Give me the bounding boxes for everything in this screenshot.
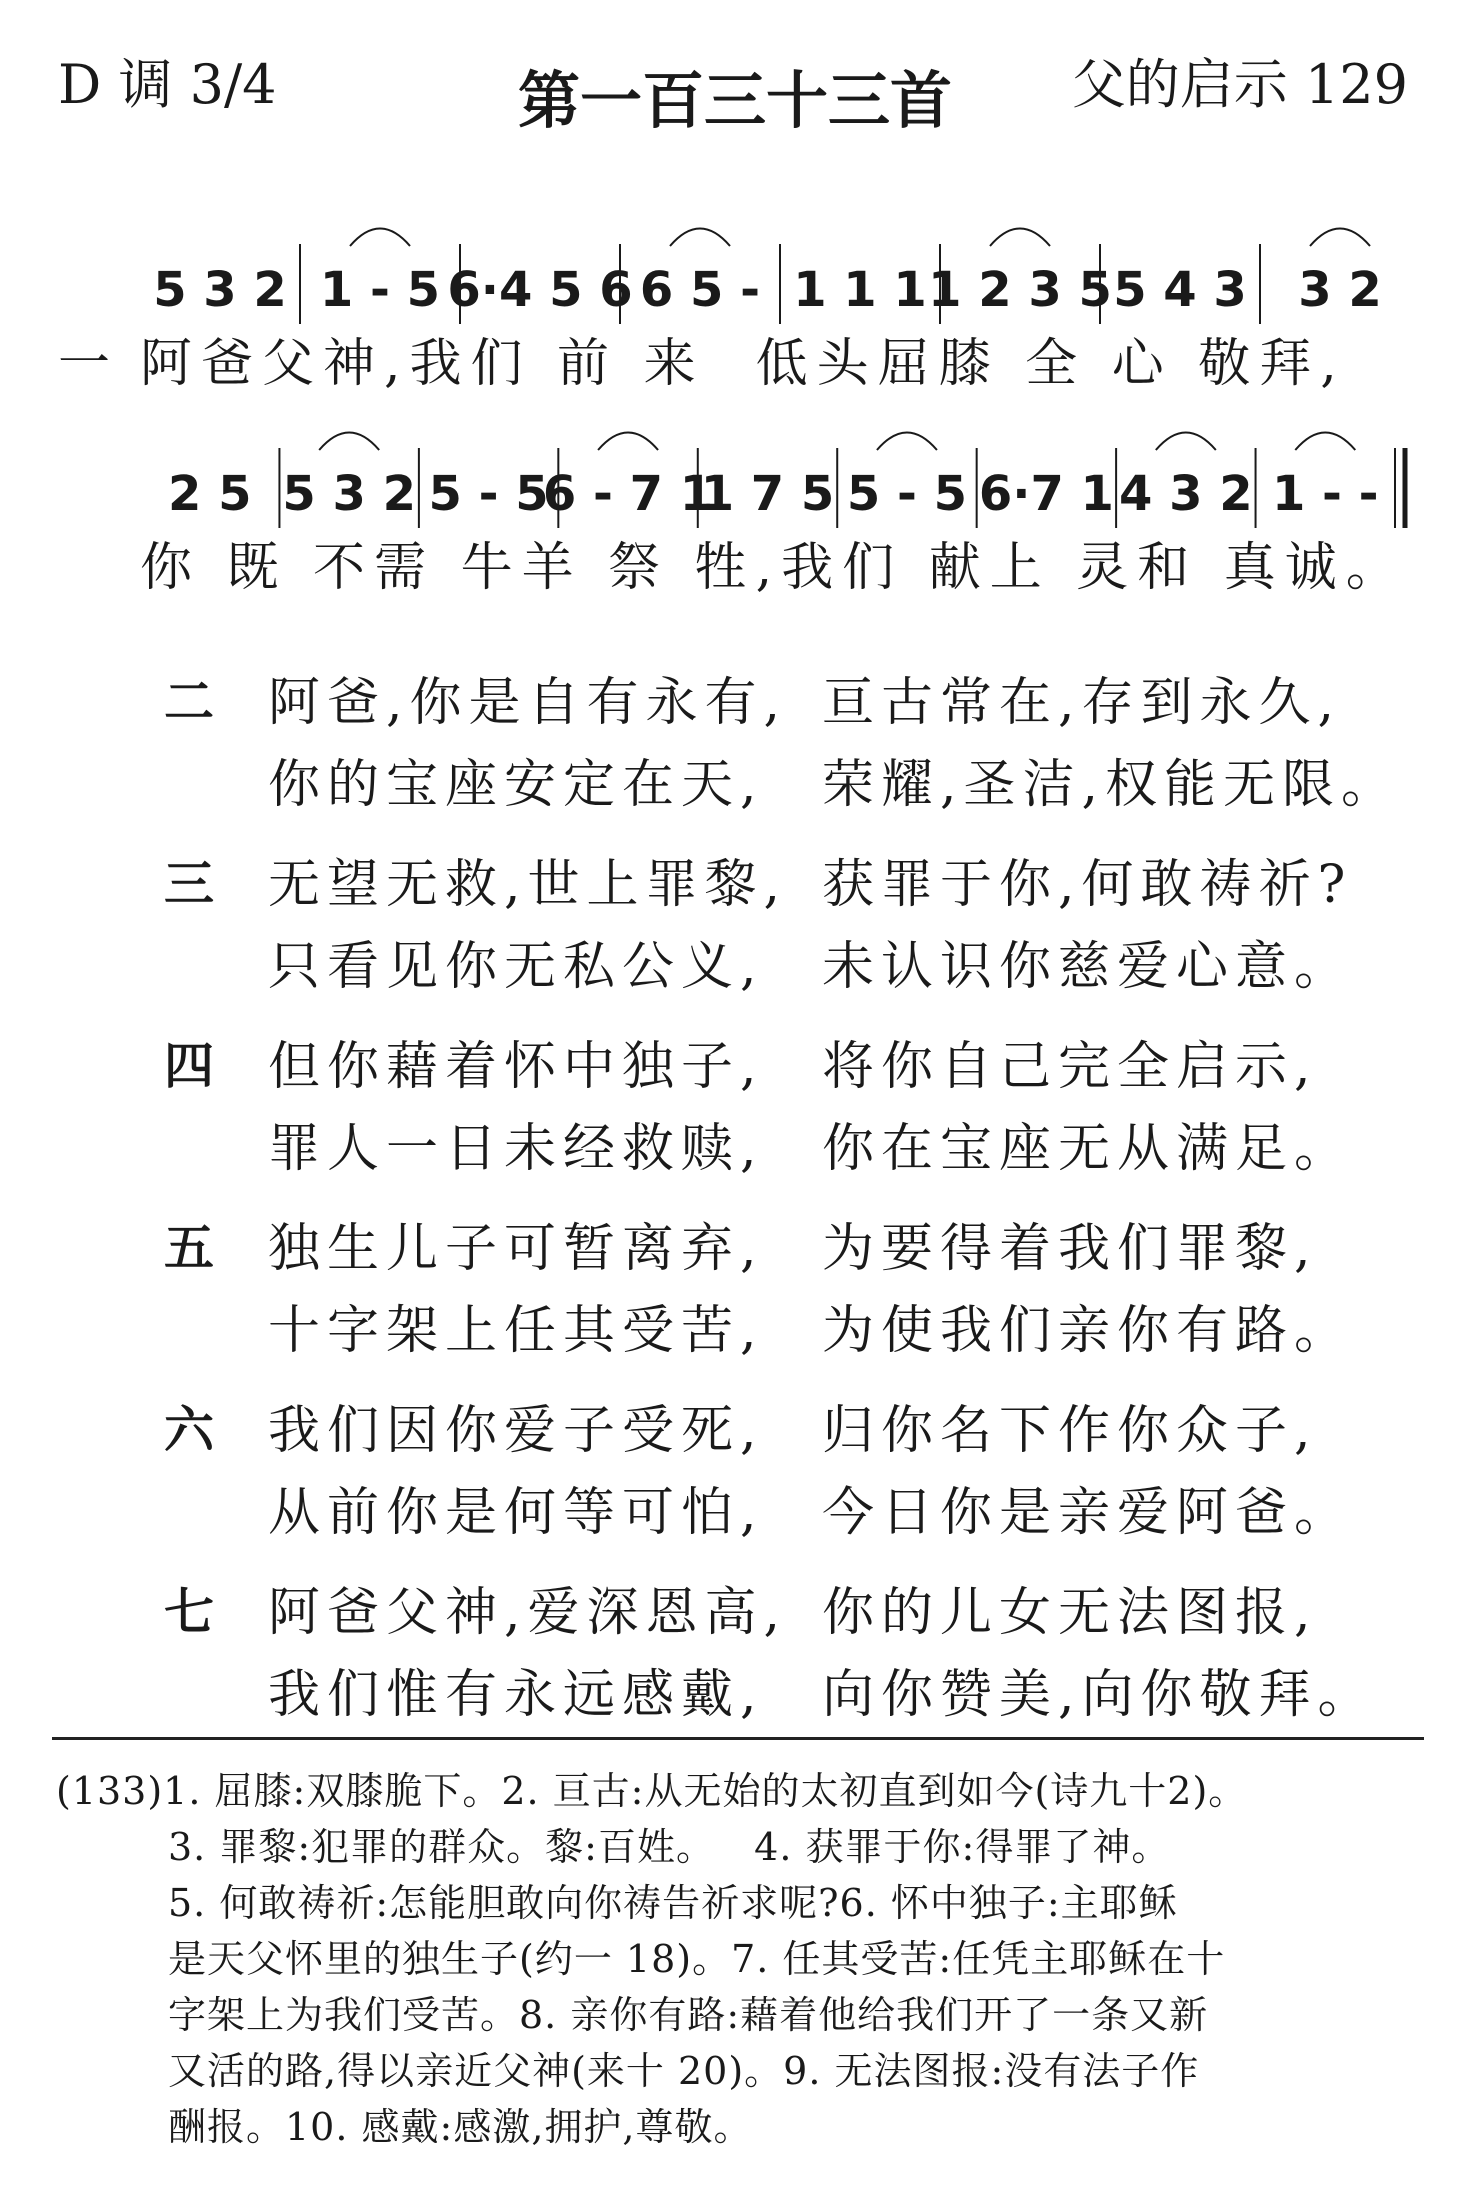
system2-slur-6 <box>877 433 937 451</box>
system2-measure-2: 5 3 2 <box>282 466 416 522</box>
verse-line: 为要得着我们罪黎, <box>822 1219 1318 1279</box>
verse-line: 独生儿子可暂离弃, <box>268 1219 764 1279</box>
verse-line: 向你赞美,向你敬拜。 <box>822 1665 1377 1725</box>
system1-slur-2 <box>350 229 410 247</box>
system1-slur-6 <box>990 229 1050 247</box>
verse-line: 归你名下作你众子, <box>822 1401 1318 1461</box>
verse-line: 荣耀,圣洁,权能无限。 <box>822 755 1401 815</box>
verse-number: 三 <box>164 855 214 913</box>
system2-measure-3: 5 - 5 <box>428 466 549 522</box>
verse-line: 十字架上任其受苦, <box>268 1301 764 1361</box>
verse-line: 从前你是何等可怕, <box>268 1483 764 1543</box>
footnote-line: 酬报。10. 感戴:感激,拥护,尊敬。 <box>168 2105 753 2149</box>
system2-slur-2 <box>319 433 379 451</box>
verse-line: 你在宝座无从满足。 <box>822 1119 1354 1179</box>
verse-marker-1: 一 <box>58 334 120 394</box>
lyrics-system-2: 你 既 不需 牛羊 祭 牲,我们 献上 灵和 真诚。 <box>140 538 1407 598</box>
footnote-line: 是天父怀里的独生子(约一 18)。7. 任其受苦:任凭主耶稣在十 <box>168 1937 1226 1981</box>
system2-slur-9 <box>1295 433 1355 451</box>
verse-line: 罪人一日未经救赎, <box>268 1119 764 1179</box>
verse-line: 你的儿女无法图报, <box>822 1583 1318 1643</box>
page-number: 129 <box>1304 53 1408 116</box>
verse-line: 将你自己完全启示, <box>822 1037 1318 1097</box>
system1-measure-2: 1 - 5 <box>319 262 441 318</box>
system1-measure-8: 3 2 <box>1298 262 1382 318</box>
divider <box>52 1737 1424 1740</box>
system1-slur-8 <box>1310 229 1370 247</box>
score-system-1 <box>153 229 1382 325</box>
system2-measure-5: 1 7 5 <box>700 466 835 522</box>
system2-measure-6: 5 - 5 <box>846 466 968 522</box>
category-label: 父的启示 <box>1071 53 1288 116</box>
system1-measure-6: 1 2 3 5 <box>928 262 1112 318</box>
verse-number: 五 <box>164 1219 214 1277</box>
footnote-line: 又活的路,得以亲近父神(来十 20)。9. 无法图报:没有法子作 <box>168 2049 1200 2093</box>
system2-slur-4 <box>598 433 658 451</box>
key-and-time-signature: D 调 3/4 <box>58 53 277 116</box>
verse-line: 我们惟有永远感戴, <box>268 1665 764 1725</box>
verse-number: 七 <box>164 1583 214 1641</box>
system2-measure-9: 1 - - <box>1271 466 1379 522</box>
score-system-2 <box>168 433 1405 529</box>
verse-line: 阿爸父神,爱深恩高, <box>268 1583 788 1643</box>
system2-slur-8 <box>1156 433 1216 451</box>
system2-measure-8: 4 3 2 <box>1119 466 1253 522</box>
system2-measure-1: 2 5 <box>167 466 252 522</box>
footnote-line: 5. 何敢祷祈:怎能胆敢向你祷告祈求呢?6. 怀中独子:主耶稣 <box>168 1881 1178 1925</box>
system2-measure-4: 6 - 7 1 <box>542 466 714 522</box>
system2-measure-7: 6·7 1 <box>978 466 1114 522</box>
system1-measure-4: 6 5 - <box>639 262 761 318</box>
verse-line: 无望无救,世上罪黎, <box>268 855 788 915</box>
footnote-line: 3. 罪黎:犯罪的群众。黎:百姓。 4. 获罪于你:得罪了神。 <box>168 1825 1171 1869</box>
verse-line: 亘古常在,存到永久, <box>822 673 1342 733</box>
verse-number: 六 <box>164 1401 214 1459</box>
verse-line: 今日你是亲爱阿爸。 <box>822 1483 1354 1543</box>
verse-line: 为使我们亲你有路。 <box>822 1301 1354 1361</box>
verse-line: 获罪于你,何敢祷祈? <box>822 855 1353 915</box>
system1-measure-3: 6·4 5 6 <box>447 262 633 318</box>
footnote-line: (133)1. 屈膝:双膝脆下。2. 亘古:从无始的太初直到如今(诗九十2)。 <box>56 1769 1248 1813</box>
hymn-title: 第一百三十三首 <box>517 64 952 137</box>
verse-line: 阿爸,你是自有永有, <box>268 673 788 733</box>
music-score <box>0 0 1470 620</box>
verse-line: 只看见你无私公义, <box>268 937 764 997</box>
verse-number: 二 <box>164 673 214 731</box>
footnote-line: 字架上为我们受苦。8. 亲你有路:藉着他给我们开了一条又新 <box>168 1993 1209 2037</box>
verse-line: 你的宝座安定在天, <box>268 755 764 815</box>
system1-measure-5: 1 1 1 <box>793 262 927 318</box>
verse-line: 未认识你慈爱心意。 <box>822 937 1354 997</box>
system1-slur-4 <box>670 229 730 247</box>
system1-measure-1: 5 3 2 <box>153 262 287 318</box>
verse-line: 但你藉着怀中独子, <box>268 1037 764 1097</box>
lyrics-system-1: 阿爸父神,我们 前 来 低头屈膝 全 心 敬拜, <box>140 334 1346 394</box>
system1-measure-7: 5 4 3 <box>1113 262 1247 318</box>
verse-line: 我们因你爱子受死, <box>268 1401 764 1461</box>
verse-number: 四 <box>164 1037 214 1095</box>
